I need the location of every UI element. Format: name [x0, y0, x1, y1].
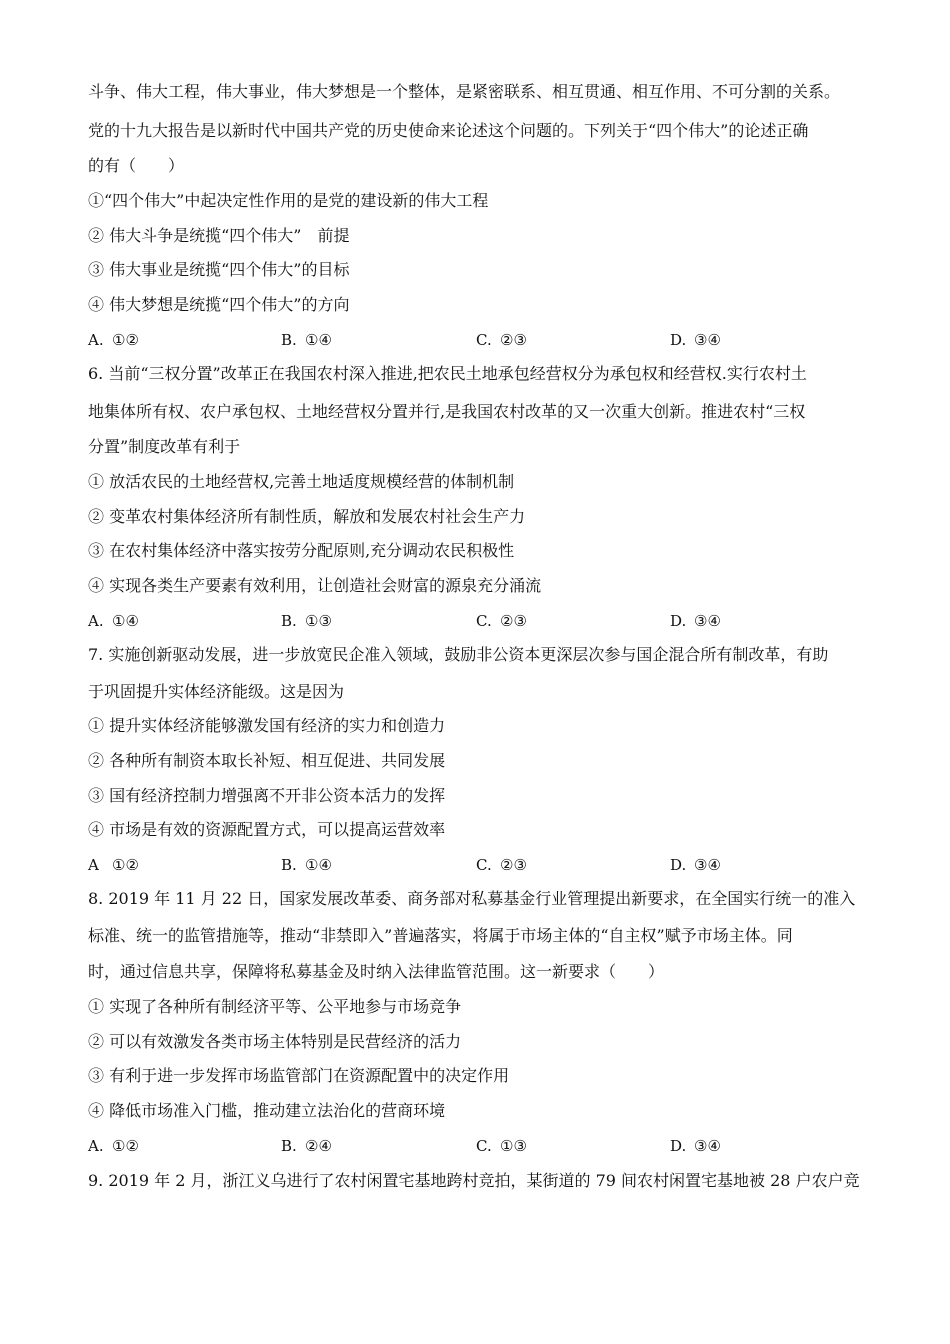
- q7-item-3: ③ 国有经济控制力增强离不开非公资本活力的发挥: [88, 786, 446, 805]
- q8-option-b: B. ②④: [281, 1137, 332, 1155]
- q7-options: [88, 855, 868, 875]
- q5-option-c: C. ②③: [476, 331, 527, 349]
- q8-item-3: ③ 有利于进一步发挥市场监管部门在资源配置中的决定作用: [88, 1066, 510, 1085]
- q6-item-1: ① 放活农民的土地经营权,完善土地适度规模经营的体制机制: [88, 472, 515, 491]
- q5-item-2: ② 伟大斗争是统揽“四个伟大” 前提: [88, 226, 350, 245]
- q9-stem-line-1: 9. 2019 年 2 月，浙江义乌进行了农村闲置宅基地跨村竞拍，某街道的 79 间农村闲置宅基地被 28 户农户竞: [88, 1171, 860, 1190]
- q6-options: [88, 611, 868, 631]
- q6-option-b: B. ①③: [281, 612, 332, 630]
- q5-stem-line-1: 斗争、伟大工程，伟大事业，伟大梦想是一个整体，是紧密联系、相互贯通、相互作用、不可分割的关系。: [88, 82, 841, 101]
- q7-option-b: B. ①④: [281, 856, 332, 874]
- q7-item-4: ④ 市场是有效的资源配置方式，可以提高运营效率: [88, 820, 446, 839]
- q7-item-2: ② 各种所有制资本取长补短、相互促进、共同发展: [88, 751, 446, 770]
- q5-item-4: ④ 伟大梦想是统揽“四个伟大”的方向: [88, 295, 350, 314]
- q8-option-d: D. ③④: [670, 1137, 721, 1155]
- q5-options: [88, 330, 868, 350]
- q6-stem-line-2: 地集体所有权、农户承包权、土地经营权分置并行,是我国农村改革的又一次重大创新。推进农村“三权: [88, 402, 806, 421]
- q5-item-1: ①“四个伟大”中起决定性作用的是党的建设新的伟大工程: [88, 191, 489, 210]
- q7-stem-line-2: 于巩固提升实体经济能级。这是因为: [88, 682, 345, 701]
- q8-stem-line-3: 时，通过信息共享，保障将私募基金及时纳入法律监管范围。这一新要求（ ）: [88, 962, 665, 981]
- q8-stem-line-1: 8. 2019 年 11 月 22 日，国家发展改革委、商务部对私募基金行业管理提出新要求，在全国实行统一的准入: [88, 889, 856, 908]
- q8-item-4: ④ 降低市场准入门槛，推动建立法治化的营商环境: [88, 1101, 446, 1120]
- q6-stem-line-3: 分置”制度改革有利于: [88, 437, 241, 456]
- q6-stem-line-1: 6. 当前“三权分置”改革正在我国农村深入推进,把农民土地承包经营权分为承包权和经营权.实行农村土: [88, 364, 807, 383]
- q5-option-b: B. ①④: [281, 331, 332, 349]
- q5-item-3: ③ 伟大事业是统揽“四个伟大”的目标: [88, 260, 350, 279]
- q5-stem-line-3: 的有（ ）: [88, 156, 185, 175]
- q6-item-4: ④ 实现各类生产要素有效利用，让创造社会财富的源泉充分涌流: [88, 576, 542, 595]
- q5-option-d: D. ③④: [670, 331, 721, 349]
- q7-item-1: ① 提升实体经济能够激发国有经济的实力和创造力: [88, 716, 446, 735]
- q6-option-c: C. ②③: [476, 612, 527, 630]
- q5-stem-line-2: 党的十九大报告是以新时代中国共产党的历史使命来论述这个问题的。下列关于“四个伟大”的论述正确: [88, 121, 809, 140]
- q7-stem-line-1: 7. 实施创新驱动发展，进一步放宽民企准入领域，鼓励非公资本更深层次参与国企混合所有制改革，有助: [88, 645, 829, 664]
- q6-item-2: ② 变革农村集体经济所有制性质，解放和发展农村社会生产力: [88, 507, 526, 526]
- q6-item-3: ③ 在农村集体经济中落实按劳分配原则,充分调动农民积极性: [88, 541, 515, 560]
- q7-option-d: D. ③④: [670, 856, 721, 874]
- q8-stem-line-2: 标准、统一的监管措施等，推动“非禁即入”普遍落实，将属于市场主体的“自主权”赋予市场主体。同: [88, 926, 793, 945]
- q7-option-a: A ①②: [88, 856, 139, 874]
- q8-item-1: ① 实现了各种所有制经济平等、公平地参与市场竞争: [88, 997, 462, 1016]
- q5-option-a: A. ①②: [88, 331, 139, 349]
- q6-option-d: D. ③④: [670, 612, 721, 630]
- q8-option-a: A. ①②: [88, 1137, 139, 1155]
- q6-option-a: A. ①④: [88, 612, 139, 630]
- q8-options: [88, 1136, 868, 1156]
- q8-option-c: C. ①③: [476, 1137, 527, 1155]
- q7-option-c: C. ②③: [476, 856, 527, 874]
- q8-item-2: ② 可以有效激发各类市场主体特别是民营经济的活力: [88, 1032, 462, 1051]
